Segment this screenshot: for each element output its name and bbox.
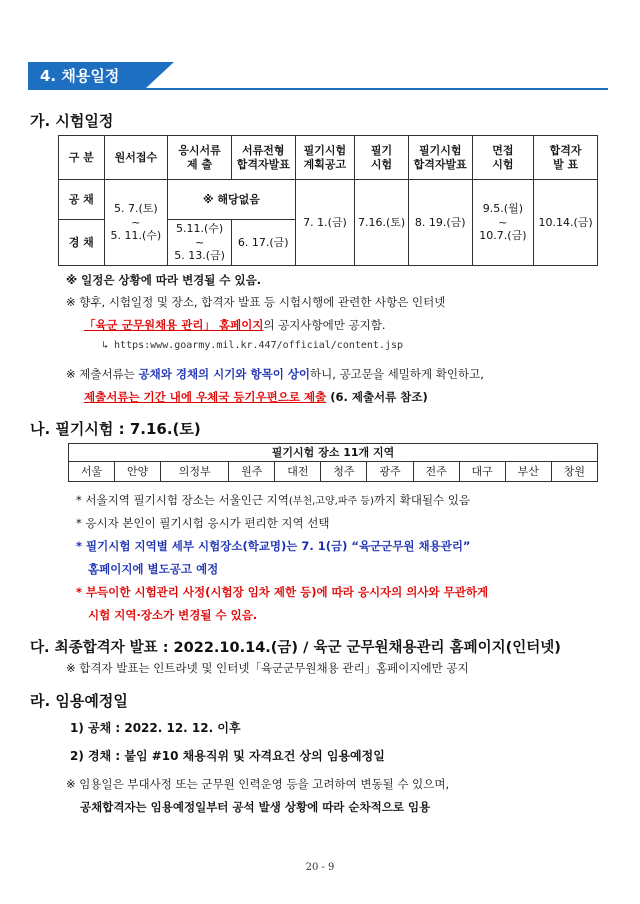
cell-written-result: 8. 19.(금): [408, 180, 472, 266]
col-header: 필기 시험: [355, 136, 409, 180]
cell-receipt: 5. 7.(토) ~ 5. 11.(수): [104, 180, 168, 266]
cell-final-result: 10.14.(금): [534, 180, 598, 266]
note-notice: ※ 향후, 시험일정 및 장소, 합격자 발표 등 시험시행에 관련한 사항은 인터넷: [66, 295, 446, 309]
note-appointment-line2: 공채합격자는 임용예정일부터 공석 발생 상황에 따라 순차적으로 임용: [80, 800, 431, 814]
region-cell: 원주: [229, 462, 275, 482]
note-docs: [66, 366, 484, 382]
col-header: 구 분: [59, 136, 105, 180]
col-header: 필기시험 합격자발표: [408, 136, 472, 180]
col-header: 필기시험 계획공고: [295, 136, 355, 180]
note-text: (6. 제출서류 참조): [326, 390, 428, 404]
bullet-change-warning-line2: 시험 지역·장소가 변경될 수 있음.: [88, 608, 258, 622]
bullet-site-notice: * 필기시험 지역별 세부 시험장소(학교명)는 7. 1(금) “육군군무원 채용관리”: [76, 539, 471, 553]
note-appointment: ※ 임용일은 부대사정 또는 군무원 인력운영 등을 고려하여 변동될 수 있으며,: [66, 777, 450, 791]
appointment-gongchae: 1) 공채 : 2022. 12. 12. 이후: [70, 721, 241, 735]
note-schedule-change: ※ 일정은 상황에 따라 변경될 수 있음.: [66, 273, 262, 287]
region-cell: 대전: [275, 462, 321, 482]
note-emph: 공채와 경채의 시기와 항목이 상이: [138, 367, 311, 381]
note-emph-red: 제출서류는 기간 내에 우체국 등기우편으로 제출: [84, 390, 327, 404]
heading-appointment: 라. 임용예정일: [30, 692, 128, 710]
region-cell: 창원: [551, 462, 597, 482]
page-number: 20 - 9: [305, 862, 335, 873]
url-text[interactable]: ↳ https:www.goarmy.mil.kr.447/official/content.jsp: [102, 340, 404, 351]
note-text: 하니, 공고문을 세밀하게 확인하고,: [310, 367, 484, 381]
homepage-link[interactable]: 「육군 군무원채용 관리」 홈페이지: [84, 318, 264, 332]
bullet-change-warning: * 부득이한 시험관리 사정(시험장 임차 제한 등)에 따라 응시자의 의사와 무관하게: [76, 585, 489, 599]
note-text: 까지 확대될수 있음: [373, 493, 471, 507]
note-text: ※ 제출서류는: [66, 367, 139, 381]
note-text: 의 공지사항에만 공지함.: [263, 318, 386, 332]
region-cell: 전주: [413, 462, 459, 482]
note-notice-line2: [84, 317, 386, 333]
cell-gyeong-submit: 5.11.(수) ~ 5. 13.(금): [168, 220, 232, 266]
note-docs-line2: [84, 389, 428, 405]
row-label-gyeongchae: 경 채: [59, 220, 105, 266]
note-text: * 서울지역 필기시험 장소는 서울인근 지역: [76, 493, 289, 507]
cell-plan-notice: 7. 1.(금): [295, 180, 355, 266]
region-cell: 대구: [459, 462, 505, 482]
cell-written-exam: 7.16.(토): [355, 180, 409, 266]
schedule-table: [58, 135, 598, 266]
heading-exam-schedule: 가. 시험일정: [30, 112, 114, 130]
region-cell: 안양: [115, 462, 161, 482]
col-header: 면접 시험: [472, 136, 534, 180]
bullet-site-notice-line2: 홈페이지에 별도공고 예정: [88, 562, 219, 576]
region-cell: 부산: [505, 462, 551, 482]
section-banner: [28, 62, 608, 90]
bullet-seoul: [76, 492, 470, 510]
col-header: 합격자 발 표: [534, 136, 598, 180]
region-cell: 청주: [321, 462, 367, 482]
cell-not-applicable: ※ 해당없음: [168, 180, 295, 220]
heading-final-result: 다. 최종합격자 발표 : 2022.10.14.(금) / 육군 군무원채용관리 홈페이지(인터넷): [30, 640, 561, 656]
section-title: 4. 채용일정: [40, 67, 120, 85]
region-table: [68, 443, 598, 482]
row-label-gongchae: 공 채: [59, 180, 105, 220]
col-header: 서류전형 합격자발표: [231, 136, 295, 180]
col-header: 원서접수: [104, 136, 168, 180]
region-table-title: 필기시험 장소 11개 지역: [69, 444, 598, 462]
appointment-gyeongchae: 2) 경채 : 붙임 #10 채용직위 및 자격요건 상의 임용예정일: [70, 749, 385, 763]
heading-written-exam: 나. 필기시험 : 7.16.(토): [30, 420, 201, 438]
col-header: 응시서류 제 출: [168, 136, 232, 180]
note-final-result: ※ 합격자 발표는 인트라넷 및 인터넷「육군군무원채용 관리」홈페이지에만 공지: [66, 661, 469, 675]
region-cell: 광주: [367, 462, 413, 482]
region-cell: 서울: [69, 462, 115, 482]
cell-interview: 9.5.(월) ~ 10.7.(금): [472, 180, 534, 266]
region-cell: 의정부: [161, 462, 229, 482]
note-small: (부천,고양,파주 등): [288, 496, 374, 507]
bullet-select-region: * 응시자 본인이 필기시험 응시가 편리한 지역 선택: [76, 516, 330, 530]
cell-gyeong-doc-result: 6. 17.(금): [231, 220, 295, 266]
